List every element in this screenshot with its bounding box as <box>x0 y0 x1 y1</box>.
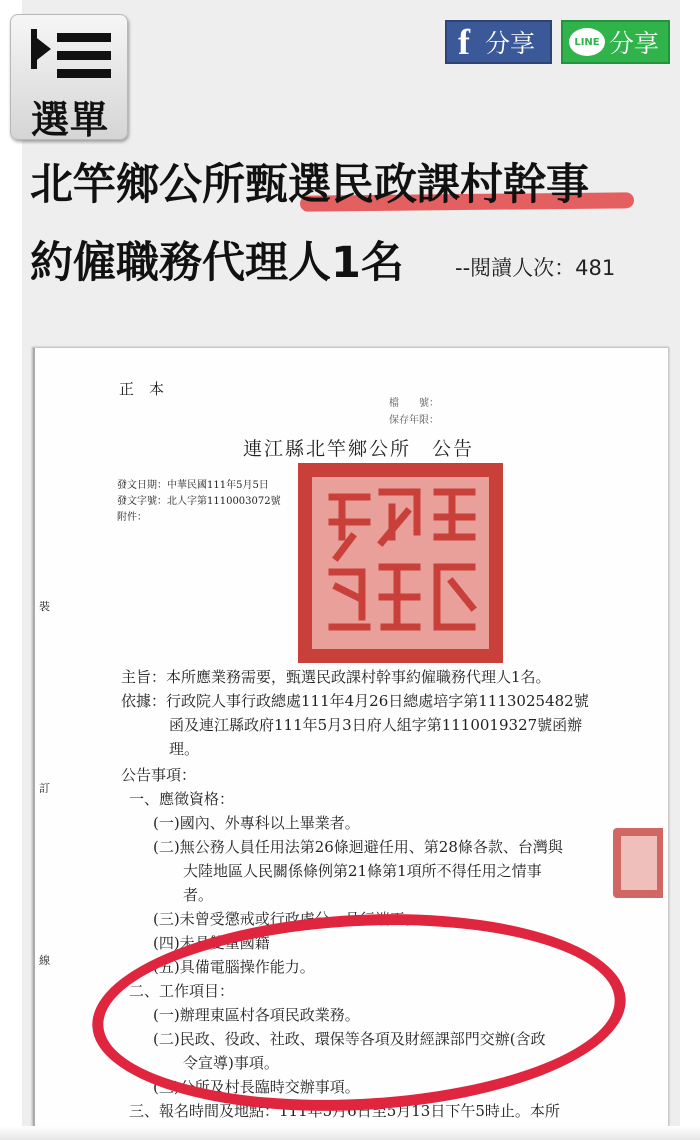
doc-work-1: (一)辦理東區村各項民政業務。 <box>153 1006 360 1024</box>
facebook-share-button[interactable] <box>445 20 552 64</box>
doc-copy-mark: 正 本 <box>119 380 165 398</box>
seal-glyph-strokes <box>312 477 489 649</box>
doc-file-no: 檔 號： <box>389 398 439 409</box>
line-app-icon: LINE <box>569 28 605 56</box>
doc-qualification-heading: 一、應徵資格： <box>129 790 235 808</box>
doc-date: 發文日期：中華民國111年5月5日 <box>117 480 269 491</box>
read-count: --閱讀人次：481 <box>455 256 616 280</box>
doc-qualification-2c: 者。 <box>183 886 214 904</box>
doc-qualification-3: (三)未曾受懲戒或行政處分，品行端正。 <box>153 910 420 928</box>
doc-work-2a: (二)民政、役政、社政、環保等各項及財經課部門交辦(含政 <box>153 1030 546 1048</box>
doc-subject: 主旨：本所應業務需要，甄選民政課村幹事約僱職務代理人1名。 <box>121 668 551 686</box>
hamburger-arrow-icon <box>31 29 111 87</box>
doc-basis-3: 理。 <box>169 740 200 758</box>
document-left-edge <box>33 348 35 1139</box>
doc-notice-heading: 公告事項： <box>121 766 197 784</box>
facebook-share-label: 分享 <box>485 29 536 58</box>
line-share-button[interactable] <box>561 20 670 64</box>
margin-mark-2: 訂 <box>39 782 50 795</box>
doc-qualification-5: (五)具備電腦操作能力。 <box>153 958 315 976</box>
doc-number: 發文字號：北人字第1110003072號 <box>117 496 281 507</box>
bottom-edge <box>0 1126 700 1140</box>
side-seal <box>613 828 663 898</box>
doc-qualification-2a: (二)無公務人員任用法第26條迴避任用、第28條各款、台灣與 <box>153 838 563 856</box>
doc-work-heading: 二、工作項目： <box>129 982 235 1000</box>
doc-work-2b: 令宣導)事項。 <box>183 1054 279 1072</box>
doc-attachment: 附件： <box>117 512 147 523</box>
official-seal <box>298 463 503 663</box>
doc-basis-1: 依據：行政院人事行政總處111年4月26日總處培字第1113025482號 <box>121 692 589 710</box>
menu-button[interactable] <box>10 14 128 140</box>
doc-qualification-2b: 大陸地區人民關係條例第21條第1項所不得任用之情事 <box>183 862 542 880</box>
doc-heading: 連江縣北竿鄉公所 公告 <box>243 438 475 460</box>
article-title-line-2: 約僱職務代理人1名 <box>30 238 404 288</box>
doc-qualification-1: (一)國內、外專科以上畢業者。 <box>153 814 360 832</box>
menu-label: 選單 <box>30 98 109 142</box>
doc-qualification-4: (四)未具雙重國籍 <box>153 934 270 952</box>
margin-mark-1: 裝 <box>39 600 50 613</box>
article-title-line-1: 北竿鄉公所甄選民政課村幹事 <box>30 160 589 210</box>
doc-registration-1: 三、報名時間及地點：111年5月6日至5月13日下午5時止。本所 <box>129 1102 560 1120</box>
facebook-f-icon: f <box>447 22 481 62</box>
doc-basis-2: 函及連江縣政府111年5月3日府人組字第1110019327號函辦 <box>169 716 583 734</box>
margin-mark-3: 線 <box>39 954 50 967</box>
line-share-label: 分享 <box>609 29 660 58</box>
doc-retention: 保存年限： <box>389 415 439 426</box>
doc-work-3: (三)公所及村長臨時交辦事項。 <box>153 1078 360 1096</box>
